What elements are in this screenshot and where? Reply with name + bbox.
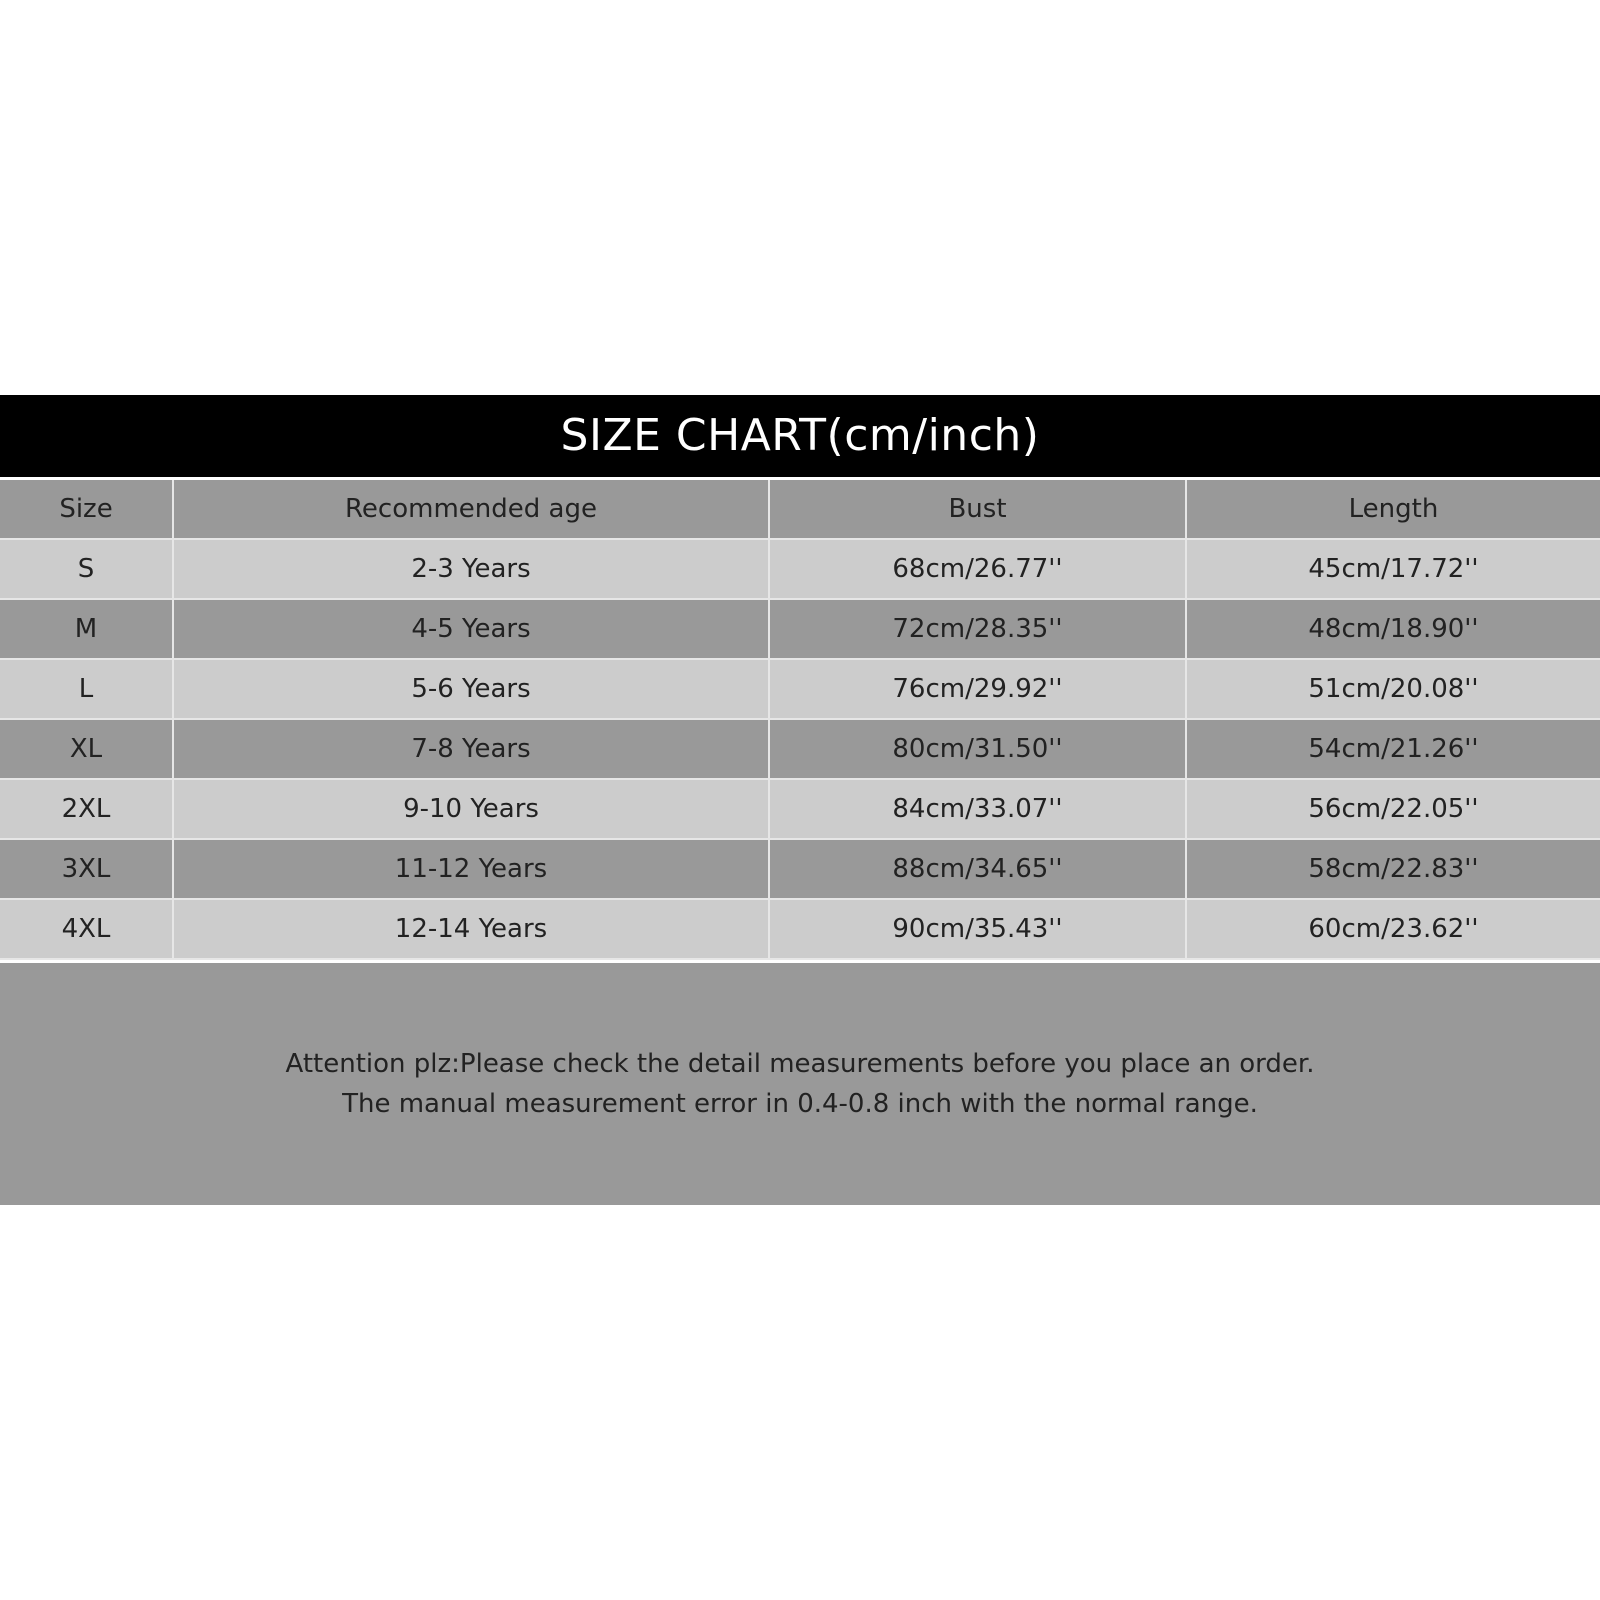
table-row [0, 779, 1600, 839]
length-cell: 60cm/23.62'' [1186, 899, 1600, 959]
length-cell: 45cm/17.72'' [1186, 539, 1600, 599]
measurement-note [0, 963, 1600, 1205]
size-cell: 4XL [0, 899, 173, 959]
bust-cell: 80cm/31.50'' [769, 719, 1186, 779]
column-header-size: Size [0, 480, 173, 539]
bust-cell: 68cm/26.77'' [769, 539, 1186, 599]
column-header-length: Length [1186, 480, 1600, 539]
age-cell: 5-6 Years [173, 659, 769, 719]
size-cell: XL [0, 719, 173, 779]
table-row [0, 839, 1600, 899]
length-cell: 54cm/21.26'' [1186, 719, 1600, 779]
table-row [0, 599, 1600, 659]
length-cell: 58cm/22.83'' [1186, 839, 1600, 899]
age-cell: 11-12 Years [173, 839, 769, 899]
age-cell: 7-8 Years [173, 719, 769, 779]
bust-cell: 84cm/33.07'' [769, 779, 1186, 839]
age-cell: 4-5 Years [173, 599, 769, 659]
bust-cell: 88cm/34.65'' [769, 839, 1186, 899]
note-line-attention: Attention plz:Please check the detail measurements before you place an order. [285, 1049, 1315, 1079]
length-cell: 48cm/18.90'' [1186, 599, 1600, 659]
chart-title: SIZE CHART(cm/inch) [0, 395, 1600, 477]
bust-cell: 76cm/29.92'' [769, 659, 1186, 719]
age-cell: 9-10 Years [173, 779, 769, 839]
length-cell: 56cm/22.05'' [1186, 779, 1600, 839]
note-line-error-range: The manual measurement error in 0.4-0.8 inch with the normal range. [342, 1089, 1258, 1119]
size-cell: L [0, 659, 173, 719]
table-header-row [0, 480, 1600, 539]
length-cell: 51cm/20.08'' [1186, 659, 1600, 719]
age-cell: 12-14 Years [173, 899, 769, 959]
table-row [0, 899, 1600, 959]
column-header-bust: Bust [769, 480, 1186, 539]
bust-cell: 72cm/28.35'' [769, 599, 1186, 659]
bust-cell: 90cm/35.43'' [769, 899, 1186, 959]
size-cell: 3XL [0, 839, 173, 899]
table-row [0, 719, 1600, 779]
size-cell: 2XL [0, 779, 173, 839]
column-header-recommended-age: Recommended age [173, 480, 769, 539]
table-row [0, 539, 1600, 599]
age-cell: 2-3 Years [173, 539, 769, 599]
size-table [0, 480, 1600, 960]
size-cell: M [0, 599, 173, 659]
table-row [0, 659, 1600, 719]
size-cell: S [0, 539, 173, 599]
